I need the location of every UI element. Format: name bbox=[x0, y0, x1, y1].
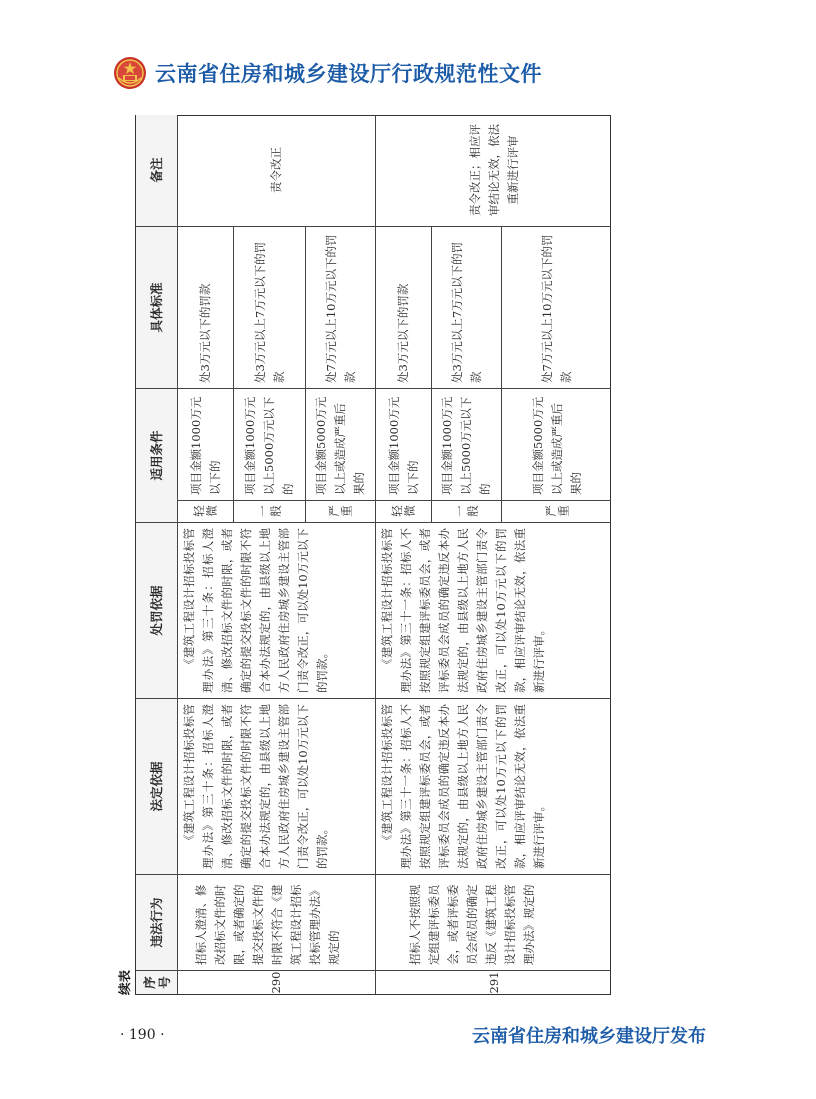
violation-text: 招标人澄清、修改招标文件的时限，或者确定的提交投标文件的时限不符合《建筑工程设计招标投标管理办法》规定的 bbox=[178, 874, 376, 970]
col-header-standard: 具体标准 bbox=[136, 226, 178, 388]
severity-label: 严重 bbox=[306, 500, 376, 522]
condition-text: 项目金额1000万元以上5000万元以下的 bbox=[234, 388, 306, 500]
severity-label: 轻微 bbox=[178, 500, 234, 522]
remark-text: 责令改正；相应评审结论无效，依法重新进行评审 bbox=[467, 124, 520, 216]
header-title: 云南省住房和城乡建设厅行政规范性文件 bbox=[155, 62, 542, 86]
legal-basis-text: 《建筑工程设计招标投标管理办法》第三十一条：招标人不按照规定组建评标委员会，或者评标委员会成员的确定违反本办法规定的，由县级以上地方人民政府住房城乡建设主管部门责令改正，可以处10万元以下的罚款，相应评审结论无效，依法重新进行评审。 bbox=[376, 698, 611, 874]
col-header-no: 序号 bbox=[136, 970, 178, 994]
severity-label: 一般 bbox=[432, 500, 502, 522]
condition-text: 项目金额1000万元以下的 bbox=[178, 388, 234, 500]
standard-text: 处3万元以上7万元以下的罚款 bbox=[234, 226, 306, 388]
condition-text: 项目金额5000万元以上或造成严重后果的 bbox=[306, 388, 376, 500]
continued-label: 续表 bbox=[117, 969, 132, 995]
col-header-remark: 备注 bbox=[136, 115, 178, 226]
legal-basis-text: 《建筑工程设计招标投标管理办法》第三十条：招标人澄清、修改招标文件的时限，或者确定的提交投标文件的时限不符合本办法规定的，由县级以上地方人民政府住房城乡建设主管部门责令改正，可以处10万元以下的罚款。 bbox=[178, 698, 376, 874]
page-number: · 190 · bbox=[120, 1027, 165, 1043]
standard-text: 处3万元以下的罚款 bbox=[376, 226, 432, 388]
row-number: 291 bbox=[376, 970, 611, 994]
col-header-penalty-basis: 处罚依据 bbox=[136, 522, 178, 698]
footer-publisher: 云南省住房和城乡建设厅发布 bbox=[472, 1026, 706, 1047]
condition-text: 项目金额5000万元以上或造成严重后果的 bbox=[502, 388, 611, 500]
violation-text: 招标人不按照规定组建评标委员会，或者评标委员会成员的确定违反《建筑工程设计招标投标管理办法》规定的 bbox=[376, 874, 611, 970]
condition-text: 项目金额1000万元以下的 bbox=[376, 388, 432, 500]
severity-label: 一般 bbox=[234, 500, 306, 522]
remark-text: 责令改正 bbox=[178, 115, 376, 226]
standard-text: 处3万元以上7万元以下的罚款 bbox=[432, 226, 502, 388]
document-header bbox=[113, 55, 542, 91]
penalty-basis-text: 《建筑工程设计招标投标管理办法》第三十条：招标人澄清、修改招标文件的时限，或者确定的提交投标文件的时限不符合本办法规定的，由县级以上地方人民政府住房城乡建设主管部门责令改正，可以处10万元以下的罚款。 bbox=[178, 522, 376, 698]
standard-text: 处7万元以上10万元以下的罚款 bbox=[306, 226, 376, 388]
national-emblem-icon bbox=[113, 56, 147, 90]
standard-text: 处3万元以下的罚款 bbox=[178, 226, 234, 388]
row-number: 290 bbox=[178, 970, 376, 994]
rotated-table-page bbox=[115, 115, 611, 995]
penalty-table bbox=[135, 115, 611, 995]
penalty-basis-text: 《建筑工程设计招标投标管理办法》第三十一条：招标人不按照规定组建评标委员会，或者评标委员会成员的确定违反本办法规定的，由县级以上地方人民政府住房城乡建设主管部门责令改正，可以处10万元以下的罚款，相应评审结论无效，依法重新进行评审。 bbox=[376, 522, 611, 698]
severity-label: 严重 bbox=[502, 500, 611, 522]
col-header-condition: 适用条件 bbox=[136, 388, 178, 522]
condition-text: 项目金额1000万元以上5000万元以下的 bbox=[432, 388, 502, 500]
severity-label: 轻微 bbox=[376, 500, 432, 522]
standard-text: 处7万元以上10万元以下的罚款 bbox=[502, 226, 611, 388]
col-header-violation: 违法行为 bbox=[136, 874, 178, 970]
col-header-legal-basis: 法定依据 bbox=[136, 698, 178, 874]
